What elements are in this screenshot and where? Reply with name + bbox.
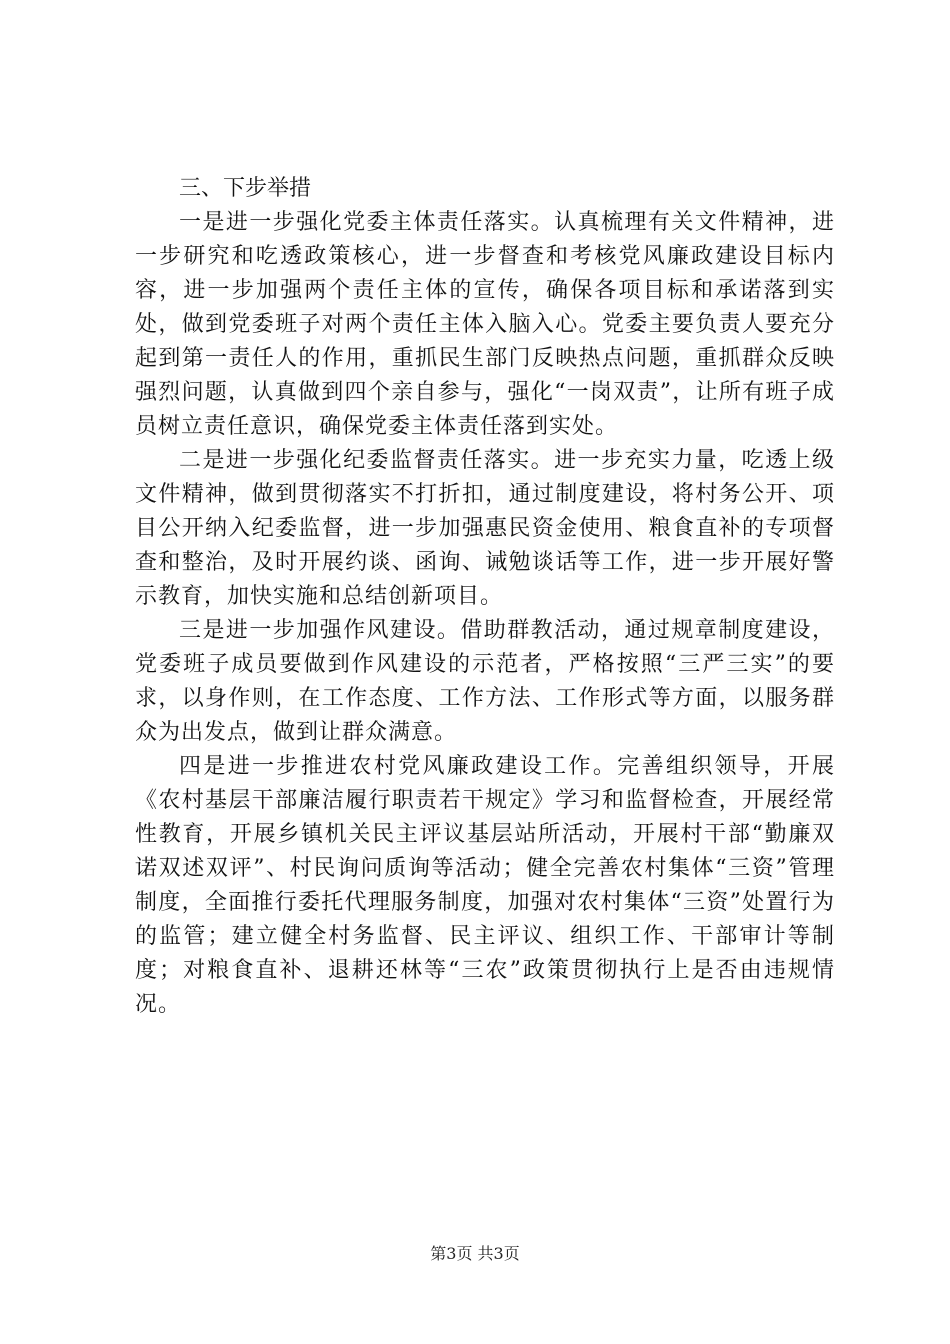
section-heading: 三、下步举措	[179, 176, 312, 201]
paragraph-three: 三是进一步加强作风建设。借助群教活动，通过规章制度建设，党委班子成员要做到作风建设的示范者，严格按照“三严三实”的要求，以身作则，在工作态度、工作方法、工作形式等方面，以服务群众为出发点，做到让群众满意。	[135, 618, 835, 745]
paragraph-one: 一是进一步强化党委主体责任落实。认真梳理有关文件精神，进一步研究和吃透政策核心，进一步督查和考核党风廉政建设目标内容，进一步加强两个责任主体的宣传，确保各项目标和承诺落到实处，做到党委班子对两个责任主体入脑入心。党委主要负责人要充分起到第一责任人的作用，重抓民生部门反映热点问题，重抓群众反映强烈问题，认真做到四个亲自参与，强化“一岗双责”，让所有班子成员树立责任意识，确保党委主体责任落到实处。	[135, 210, 835, 439]
page-footer: 第3页 共3页	[430, 1244, 520, 1263]
paragraph-two: 二是进一步强化纪委监督责任落实。进一步充实力量，吃透上级文件精神，做到贯彻落实不打折扣，通过制度建设，将村务公开、项目公开纳入纪委监督，进一步加强惠民资金使用、粮食直补的专项督查和整治，及时开展约谈、函询、诫勉谈话等工作，进一步开展好警示教育，加快实施和总结创新项目。	[135, 448, 835, 609]
paragraph-four: 四是进一步推进农村党风廉政建设工作。完善组织领导，开展《农村基层干部廉洁履行职责若干规定》学习和监督检查，开展经常性教育，开展乡镇机关民主评议基层站所活动，开展村干部“勤廉双诺双述双评”、村民询问质询等活动；健全完善农村集体“三资”管理制度，全面推行委托代理服务制度，加强对农村集体“三资”处置行为的监管；建立健全村务监督、民主评议、组织工作、干部审计等制度；对粮食直补、退耕还林等“三农”政策贯彻执行上是否由违规情况。	[135, 754, 835, 1017]
document-body	[135, 172, 835, 1022]
